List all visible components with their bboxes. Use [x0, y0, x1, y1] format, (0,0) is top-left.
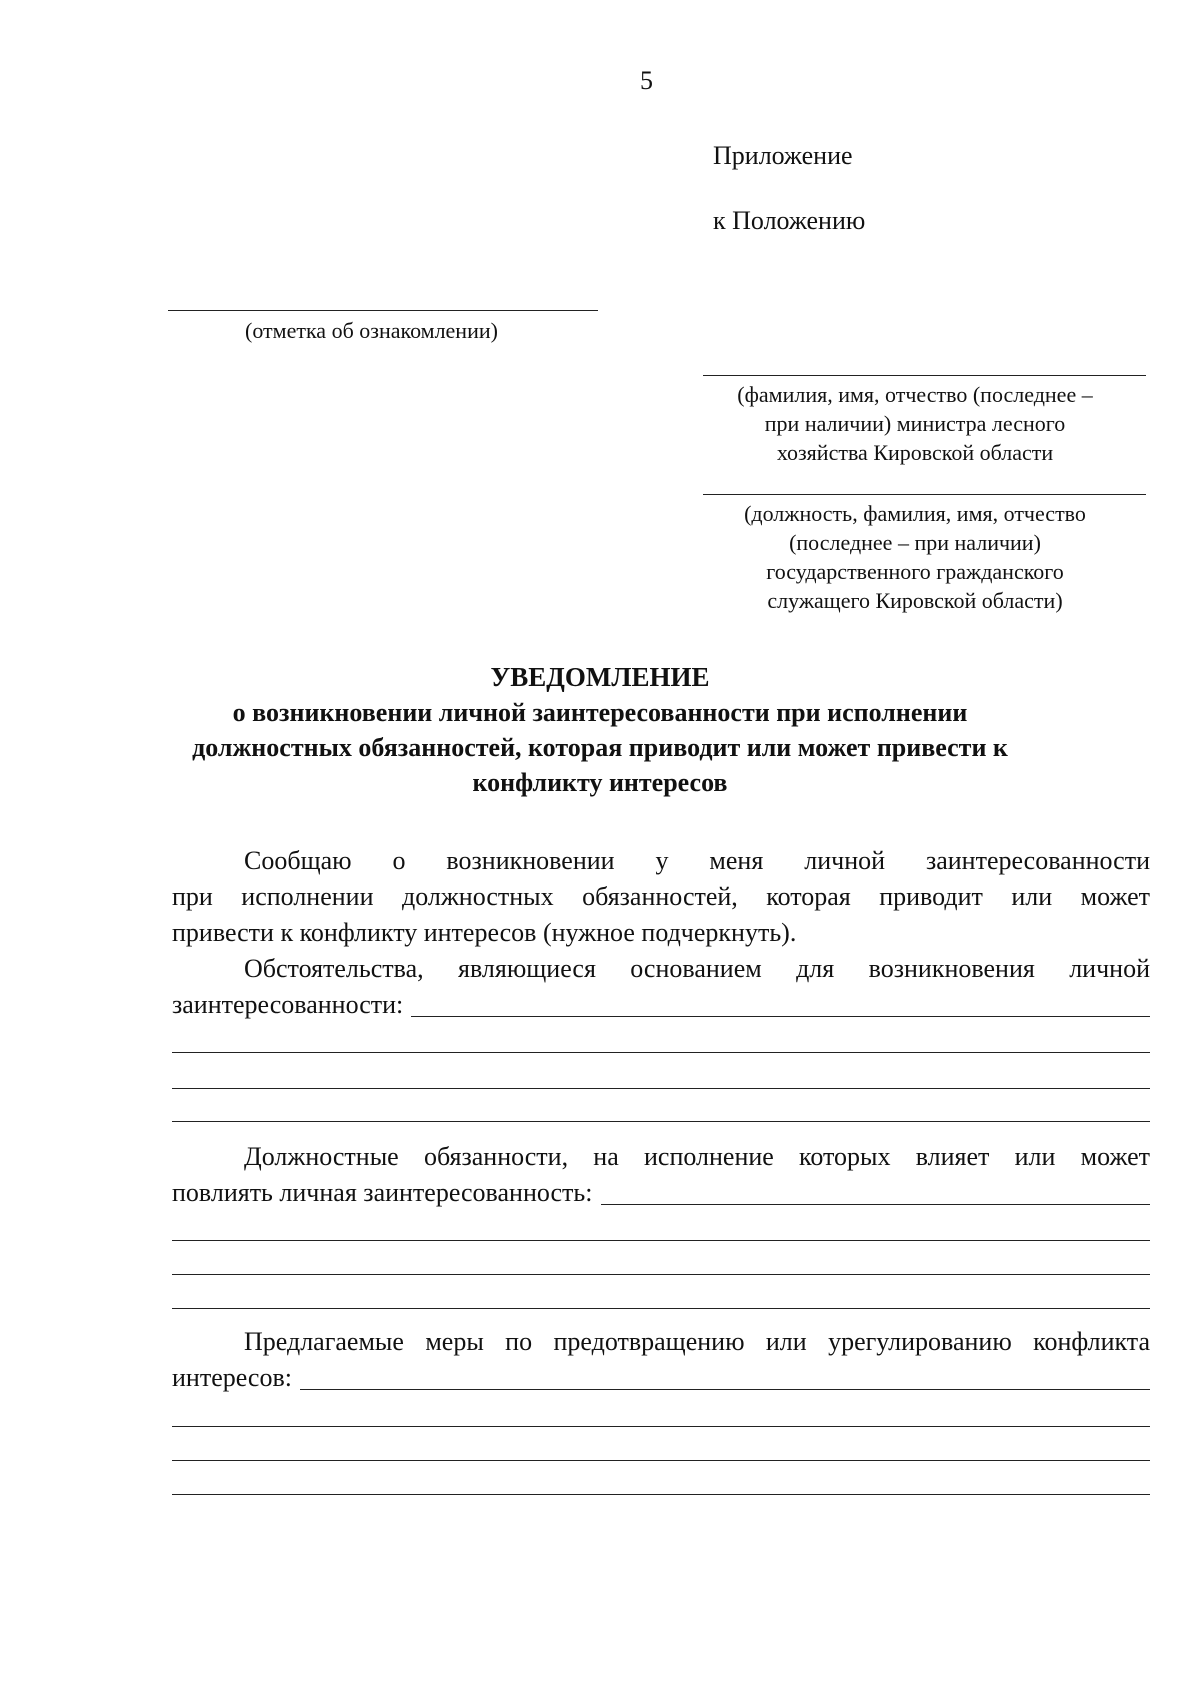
servant-caption-line: служащего Кировской области) [767, 588, 1063, 613]
measures-label: интересов: [172, 1363, 292, 1392]
acknowledgement-signature-line [168, 310, 598, 311]
measures-input-line[interactable] [172, 1494, 1150, 1495]
subtitle-line: конфликту интересов [472, 768, 728, 797]
minister-caption-line: хозяйства Кировской области [776, 440, 1054, 465]
document-subtitle [0, 695, 1200, 800]
report-line: привести к конфликту интересов (нужное подчеркнуть). [172, 918, 797, 947]
servant-caption-line: государственного гражданского [766, 559, 1064, 584]
servant-caption [690, 499, 1140, 615]
measures-input-line[interactable] [172, 1426, 1150, 1427]
minister-caption-line: (фамилия, имя, отчество (последнее – [737, 382, 1093, 407]
measures-prompt-row [172, 1360, 1150, 1396]
circumstances-input-line[interactable] [172, 1088, 1150, 1089]
report-line: Сообщаю о возникновении у меня личной заинтересованности [244, 846, 1150, 875]
report-line: при исполнении должностных обязанностей, которая приводит или может [172, 882, 1150, 911]
duties-input-line[interactable] [172, 1308, 1150, 1309]
measures-input-line[interactable] [300, 1389, 1150, 1390]
circumstances-input-line[interactable] [172, 1052, 1150, 1053]
circumstances-line: Обстоятельства, являющиеся основанием для возникновения личной [244, 954, 1150, 983]
page-number: 5 [640, 66, 653, 95]
duties-prompt-row [172, 1175, 1150, 1211]
servant-caption-line: (должность, фамилия, имя, отчество [744, 501, 1086, 526]
circumstances-input-line[interactable] [411, 1016, 1150, 1017]
duties-input-line[interactable] [601, 1204, 1151, 1205]
minister-caption-line: при наличии) министра лесного [764, 411, 1066, 436]
circumstances-input-line[interactable] [172, 1121, 1150, 1122]
minister-name-line [703, 375, 1146, 376]
report-paragraph [172, 843, 1150, 951]
circumstances-prompt-row [172, 987, 1150, 1023]
duties-input-line[interactable] [172, 1240, 1150, 1241]
duties-input-line[interactable] [172, 1274, 1150, 1275]
appendix-reference: к Положению [713, 206, 866, 235]
duties-line: Должностные обязанности, на исполнение которых влияет или может [244, 1142, 1150, 1171]
subtitle-line: о возникновении личной заинтересованности при исполнении [232, 698, 968, 727]
document-title: УВЕДОМЛЕНИЕ [490, 662, 710, 692]
duties-paragraph [172, 1139, 1150, 1211]
servant-caption-line: (последнее – при наличии) [789, 530, 1041, 555]
circumstances-label: заинтересованности: [172, 990, 404, 1019]
subtitle-line: должностных обязанностей, которая приводит или может привести к [192, 733, 1008, 762]
measures-paragraph [172, 1324, 1150, 1396]
minister-caption [690, 380, 1140, 467]
circumstances-paragraph [172, 951, 1150, 1023]
appendix-label: Приложение [713, 141, 853, 170]
servant-name-line [703, 494, 1146, 495]
measures-line: Предлагаемые меры по предотвращению или урегулированию конфликта [244, 1327, 1150, 1356]
measures-input-line[interactable] [172, 1460, 1150, 1461]
duties-label: повлиять личная заинтересованность: [172, 1178, 593, 1207]
acknowledgement-label: (отметка об ознакомлении) [245, 318, 498, 343]
